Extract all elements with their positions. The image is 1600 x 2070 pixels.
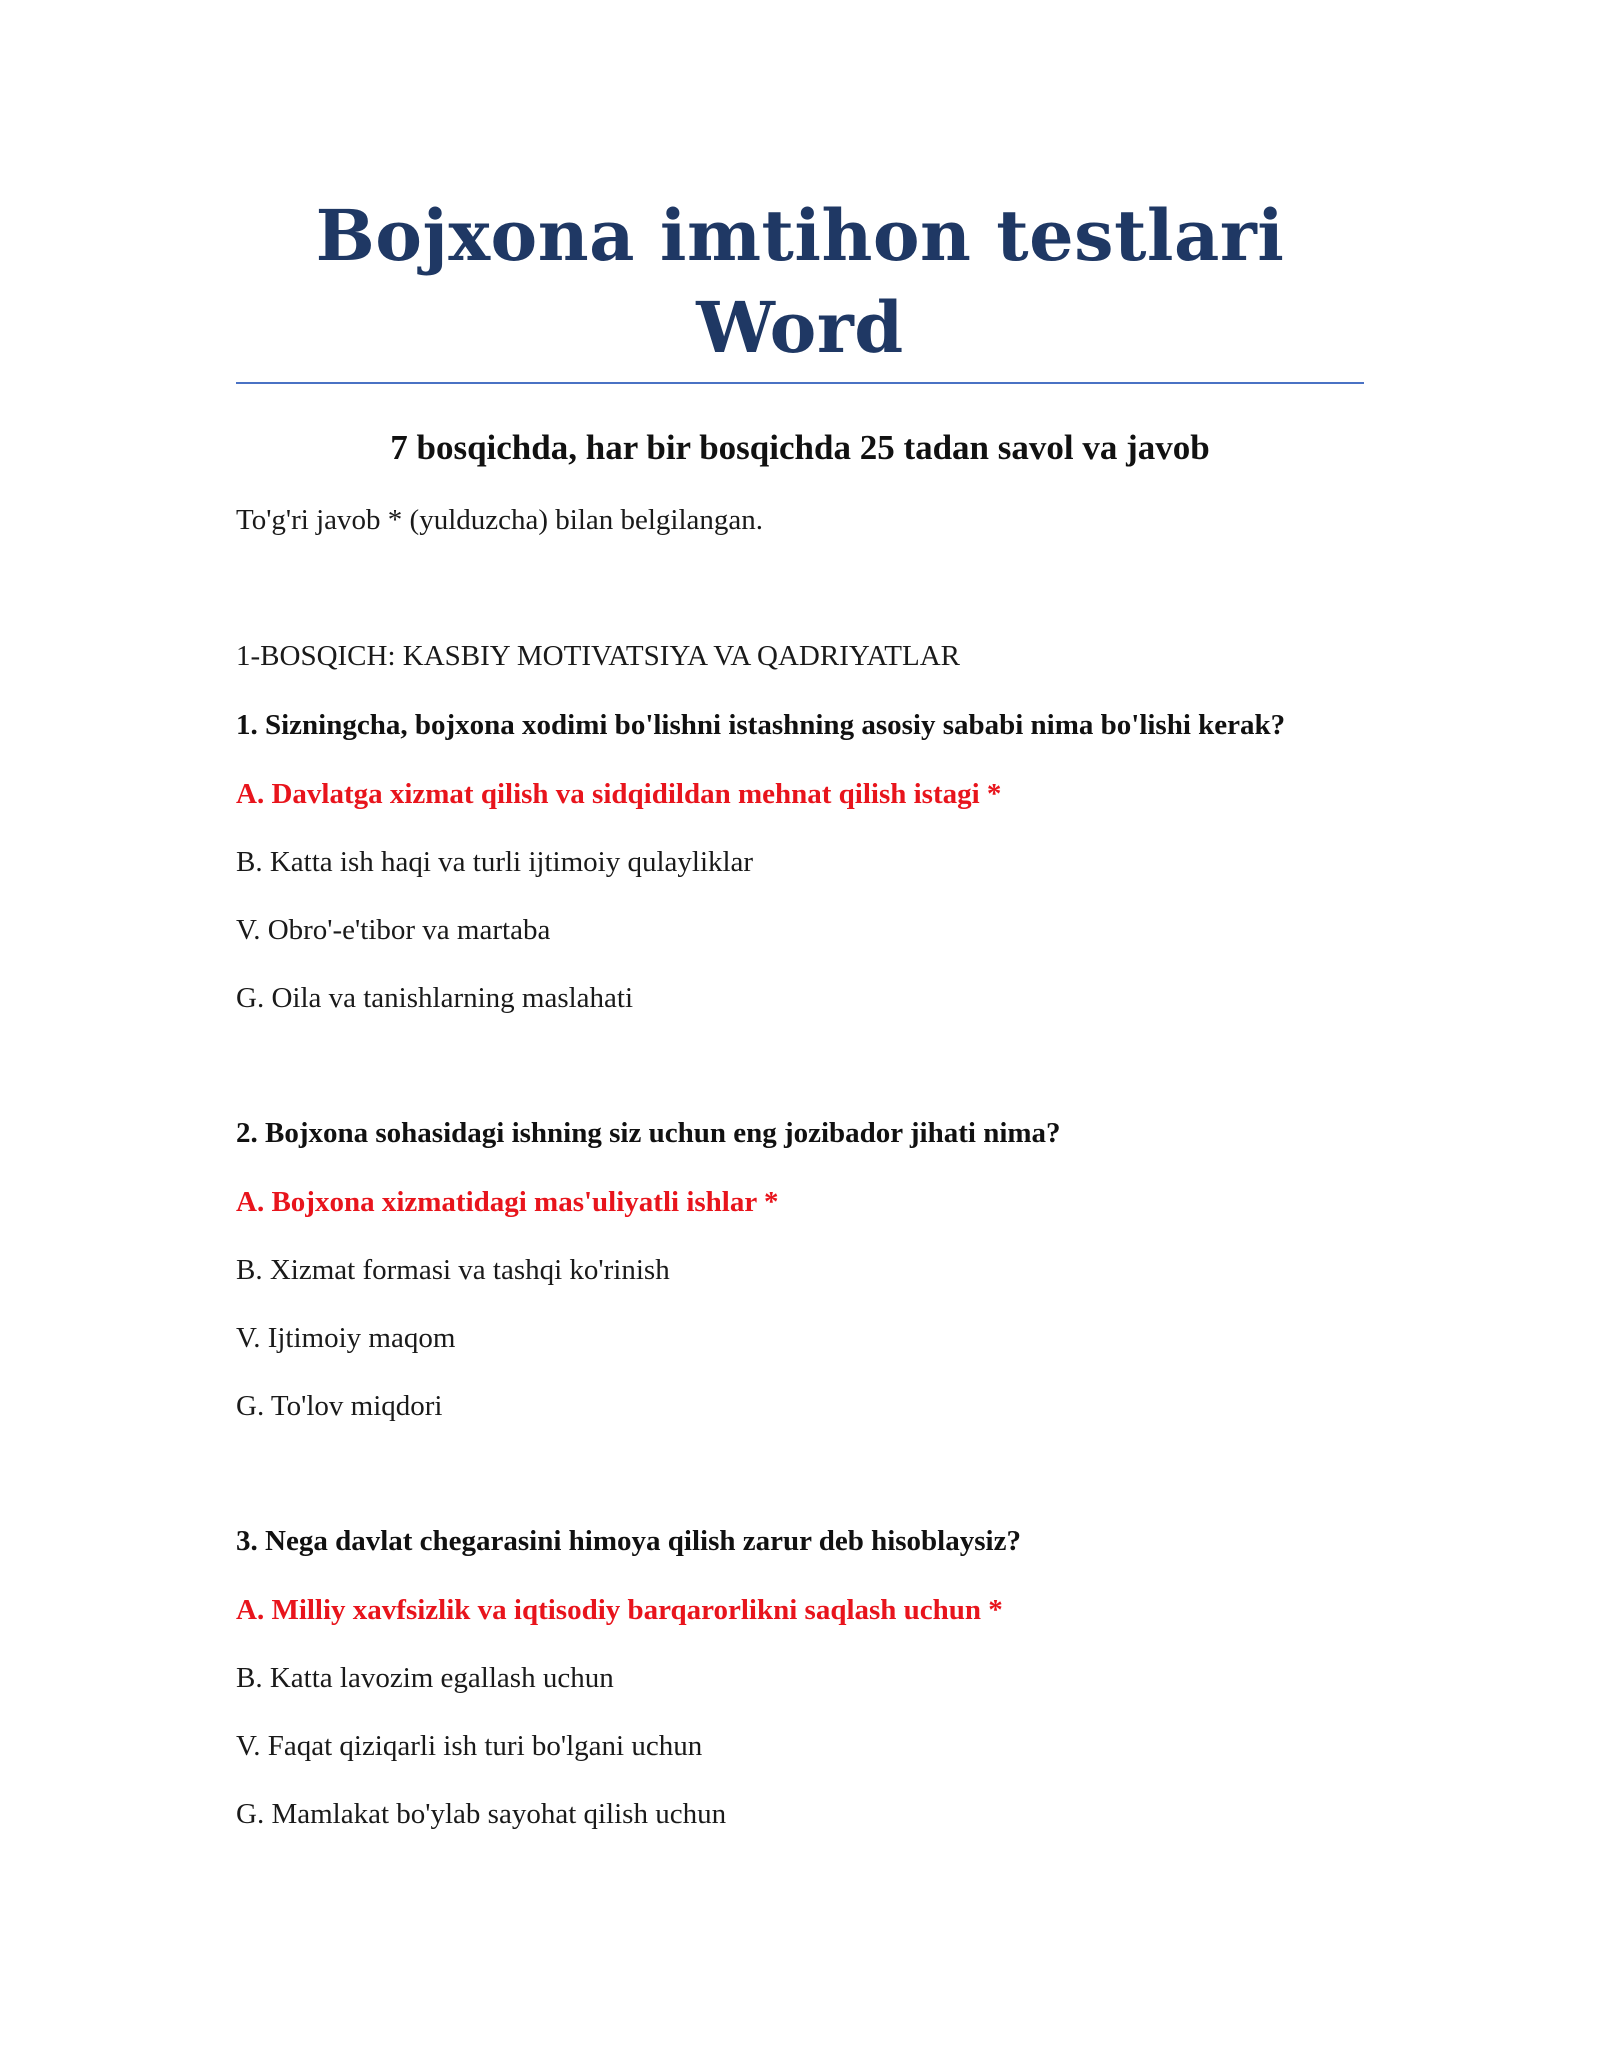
answer-option-correct: A. Davlatga xizmat qilish va sidqidildan mehnat qilish istagi * xyxy=(236,778,1002,810)
question-block xyxy=(236,1112,1364,1426)
question-text: 1. Sizningcha, bojxona xodimi bo'lishni istashning asosiy sababi nima bo'lishi kerak? xyxy=(236,709,1286,741)
document-subtitle: 7 bosqichda, har bir bosqichda 25 tadan savol va javob xyxy=(390,428,1210,467)
section-heading: 1-BOSQICH: KASBIY MOTIVATSIYA VA QADRIYATLAR xyxy=(236,640,961,672)
answer-option: B. Katta lavozim egallash uchun xyxy=(236,1662,614,1694)
document-page xyxy=(236,190,1364,1834)
answer-option: G. To'lov miqdori xyxy=(236,1390,443,1422)
answer-option: B. Katta ish haqi va turli ijtimoiy qulayliklar xyxy=(236,846,754,878)
answer-option-correct: A. Milliy xavfsizlik va iqtisodiy barqarorlikni saqlash uchun * xyxy=(236,1594,1003,1626)
title-divider xyxy=(236,382,1364,384)
document-title: Bojxona imtihon testlari Word xyxy=(315,194,1285,369)
answer-option: G. Oila va tanishlarning maslahati xyxy=(236,982,634,1014)
answer-option: V. Ijtimoiy maqom xyxy=(236,1322,456,1354)
answer-key-note: To'g'ri javob * (yulduzcha) bilan belgilangan. xyxy=(236,504,764,536)
question-text: 2. Bojxona sohasidagi ishning siz uchun eng jozibador jihati nima? xyxy=(236,1117,1061,1149)
question-block xyxy=(236,704,1364,1018)
answer-option: G. Mamlakat bo'ylab sayohat qilish uchun xyxy=(236,1798,727,1830)
answer-option: B. Xizmat formasi va tashqi ko'rinish xyxy=(236,1254,670,1286)
answer-option: V. Obro'-e'tibor va martaba xyxy=(236,914,551,946)
question-block xyxy=(236,1520,1364,1834)
answer-option-correct: A. Bojxona xizmatidagi mas'uliyatli ishlar * xyxy=(236,1186,779,1218)
answer-option: V. Faqat qiziqarli ish turi bo'lgani uchun xyxy=(236,1730,703,1762)
question-text: 3. Nega davlat chegarasini himoya qilish zarur deb hisoblaysiz? xyxy=(236,1525,1021,1557)
